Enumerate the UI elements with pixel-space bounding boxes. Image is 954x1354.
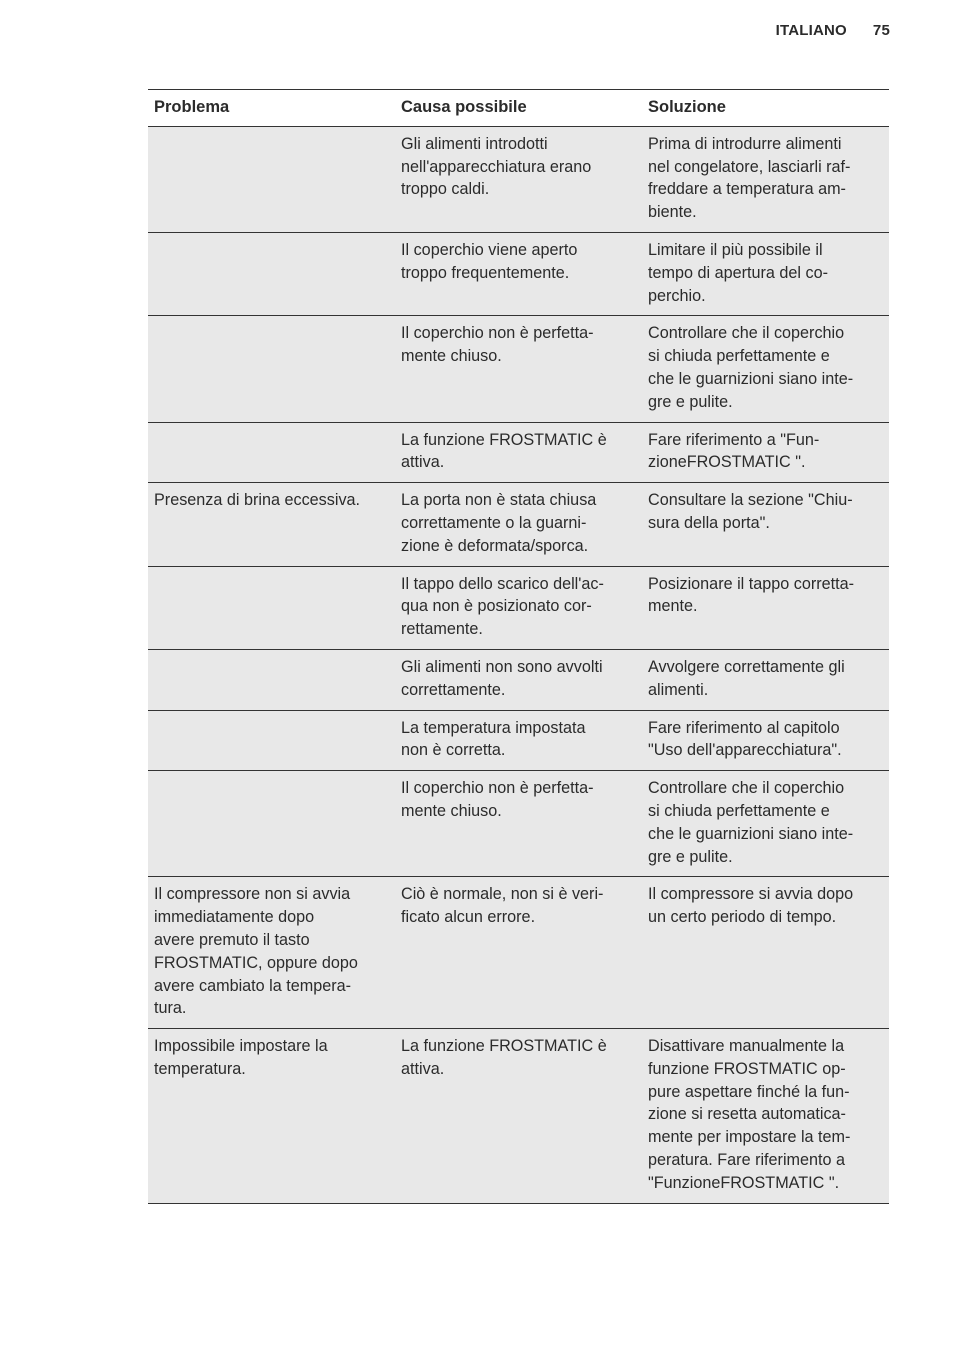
cell-cause: Il coperchio non è perfetta- mente chiuso. [395, 316, 642, 422]
cell-problem [148, 232, 395, 315]
cell-cause: La funzione FROSTMATIC è attiva. [395, 422, 642, 483]
cell-solution: Controllare che il coperchio si chiuda perfettamente e che le guarnizioni siano inte- gre e pulite. [642, 771, 889, 877]
table-row [148, 422, 889, 483]
table-row [148, 649, 889, 710]
cell-problem [148, 126, 395, 232]
cell-problem [148, 649, 395, 710]
table-header-row [148, 90, 889, 127]
cell-cause: Gli alimenti non sono avvolti correttamente. [395, 649, 642, 710]
cell-problem: Il compressore non si avvia immediatamente dopo avere premuto il tasto FROSTMATIC, oppure dopo avere cambiato la tempera- tura. [148, 877, 395, 1029]
table-row [148, 483, 889, 566]
column-header-cause: Causa possibile [395, 90, 642, 127]
cell-problem [148, 710, 395, 771]
column-header-solution: Soluzione [642, 90, 889, 127]
table-row [148, 126, 889, 232]
table-row [148, 877, 889, 1029]
cell-cause: Il coperchio non è perfetta- mente chiuso. [395, 771, 642, 877]
cell-solution: Fare riferimento al capitolo "Uso dell'apparecchiatura". [642, 710, 889, 771]
cell-solution: Prima di introdurre alimenti nel congelatore, lasciarli raf- freddare a temperatura am- biente. [642, 126, 889, 232]
header-language: ITALIANO [775, 22, 847, 39]
cell-solution: Avvolgere correttamente gli alimenti. [642, 649, 889, 710]
cell-problem [148, 566, 395, 649]
cell-problem [148, 316, 395, 422]
page-header [776, 22, 890, 39]
cell-problem [148, 422, 395, 483]
page-number: 75 [872, 22, 890, 39]
cell-solution: Controllare che il coperchio si chiuda perfettamente e che le guarnizioni siano inte- gre e pulite. [642, 316, 889, 422]
cell-problem [148, 771, 395, 877]
table-row [148, 316, 889, 422]
table-row [148, 232, 889, 315]
cell-solution: Fare riferimento a "Fun- zioneFROSTMATIC ". [642, 422, 889, 483]
cell-solution: Consultare la sezione "Chiu- sura della porta". [642, 483, 889, 566]
cell-problem: Impossibile impostare la temperatura. [148, 1029, 395, 1204]
table-row [148, 771, 889, 877]
cell-cause: La temperatura impostata non è corretta. [395, 710, 642, 771]
cell-cause: Il coperchio viene aperto troppo frequentemente. [395, 232, 642, 315]
cell-solution: Il compressore si avvia dopo un certo periodo di tempo. [642, 877, 889, 1029]
troubleshooting-table [148, 89, 889, 1204]
table-row [148, 1029, 889, 1204]
cell-cause: La funzione FROSTMATIC è attiva. [395, 1029, 642, 1204]
cell-cause: Il tappo dello scarico dell'ac- qua non è posizionato cor- rettamente. [395, 566, 642, 649]
table-row [148, 710, 889, 771]
cell-cause: Gli alimenti introdotti nell'apparecchiatura erano troppo caldi. [395, 126, 642, 232]
table-row [148, 566, 889, 649]
column-header-problem: Problema [148, 90, 395, 127]
cell-solution: Disattivare manualmente la funzione FROSTMATIC op- pure aspettare finché la fun- zione si resetta automatica- mente per impostare la tem- peratura. Fare riferimento a "FunzioneFROSTMATIC ". [642, 1029, 889, 1204]
cell-cause: La porta non è stata chiusa correttamente o la guarni- zione è deformata/sporca. [395, 483, 642, 566]
cell-cause: Ciò è normale, non si è veri- ficato alcun errore. [395, 877, 642, 1029]
cell-solution: Posizionare il tappo corretta- mente. [642, 566, 889, 649]
cell-problem: Presenza di brina eccessiva. [148, 483, 395, 566]
cell-solution: Limitare il più possibile il tempo di apertura del co- perchio. [642, 232, 889, 315]
